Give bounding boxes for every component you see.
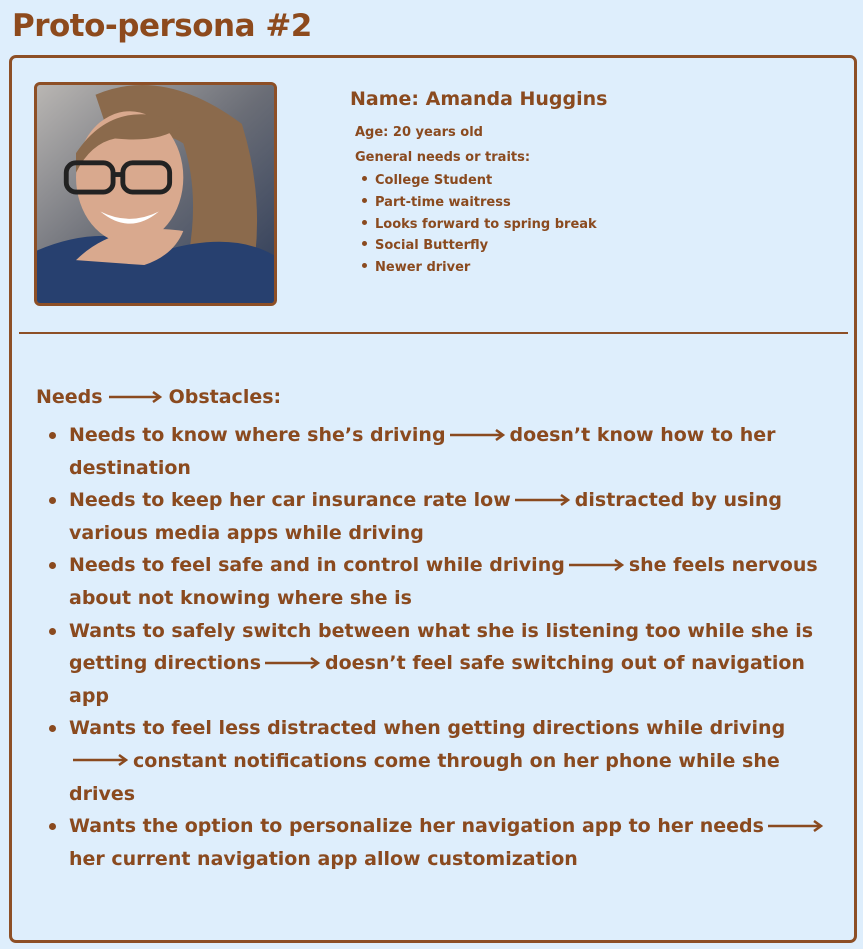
- obstacle-text: she feels nervous about not knowing where she is: [69, 554, 818, 609]
- need-item: [36, 712, 848, 810]
- need-text: Wants the option to personalize her navigation app to her needs: [69, 815, 764, 838]
- persona-photo: [34, 82, 277, 306]
- obstacle-text: distracted by using various media apps while driving: [69, 489, 782, 544]
- needs-heading-left: Needs: [36, 386, 103, 408]
- need-item: [36, 484, 848, 549]
- page-title: Proto-persona #2: [12, 8, 312, 44]
- section-divider: [19, 332, 848, 334]
- need-item: [36, 615, 848, 713]
- obstacle-text: her current navigation app allow customization: [69, 847, 578, 870]
- trait-text: Newer driver: [375, 260, 471, 276]
- obstacle-text: doesn’t feel safe switching out of navigation app: [69, 652, 805, 707]
- long-arrow-right-icon: [265, 657, 321, 669]
- need-item: [36, 419, 848, 484]
- long-arrow-right-icon: [450, 429, 506, 441]
- bullet-icon: [49, 432, 56, 439]
- bullet-icon: [362, 241, 367, 246]
- need-text: Needs to keep her car insurance rate low: [69, 489, 511, 512]
- traits-heading: General needs or traits:: [355, 150, 531, 165]
- bullet-icon: [49, 562, 56, 569]
- long-arrow-right-icon: [768, 820, 824, 832]
- obstacle-text: doesn’t know how to her destination: [69, 424, 776, 479]
- trait-item: [362, 170, 820, 192]
- trait-text: Looks forward to spring break: [375, 216, 597, 232]
- need-text: Needs to feel safe and in control while driving: [69, 554, 565, 577]
- bullet-icon: [49, 497, 56, 504]
- need-text: Wants to feel less distracted when getting directions while driving: [69, 717, 786, 740]
- portrait-image: [37, 85, 274, 303]
- trait-item: [362, 235, 820, 257]
- traits-list: [362, 170, 820, 279]
- needs-list: [36, 419, 848, 875]
- bullet-icon: [362, 220, 367, 225]
- persona-card: [9, 55, 857, 943]
- bullet-icon: [362, 263, 367, 268]
- bullet-icon: [49, 823, 56, 830]
- need-item: [36, 549, 848, 614]
- bullet-icon: [49, 725, 56, 732]
- long-arrow-right-icon: [569, 559, 625, 571]
- bullet-icon: [362, 176, 367, 181]
- need-text: Needs to know where she’s driving: [69, 424, 446, 446]
- trait-text: College Student: [375, 173, 493, 188]
- bullet-icon: [49, 628, 56, 635]
- persona-age: Age: 20 years old: [355, 125, 483, 140]
- obstacle-text: constant notifications come through on her phone while she drives: [69, 749, 780, 805]
- trait-text: Part-time waitress: [375, 194, 511, 210]
- trait-text: Social Butterfly: [375, 238, 489, 254]
- profile-info: [350, 88, 820, 279]
- bullet-icon: [362, 198, 367, 203]
- needs-heading-right: Obstacles:: [168, 386, 282, 408]
- needs-heading: [36, 386, 281, 408]
- long-arrow-right-icon: [73, 754, 129, 766]
- long-arrow-right-icon: [515, 494, 571, 506]
- trait-item: [362, 214, 820, 236]
- trait-item: [362, 192, 820, 214]
- trait-item: [362, 257, 820, 279]
- need-item: [36, 810, 848, 875]
- long-arrow-right-icon: [109, 391, 163, 403]
- persona-name: Name: Amanda Huggins: [350, 88, 608, 110]
- need-text: Wants to safely switch between what she is listening too while she is getting directions: [69, 619, 814, 675]
